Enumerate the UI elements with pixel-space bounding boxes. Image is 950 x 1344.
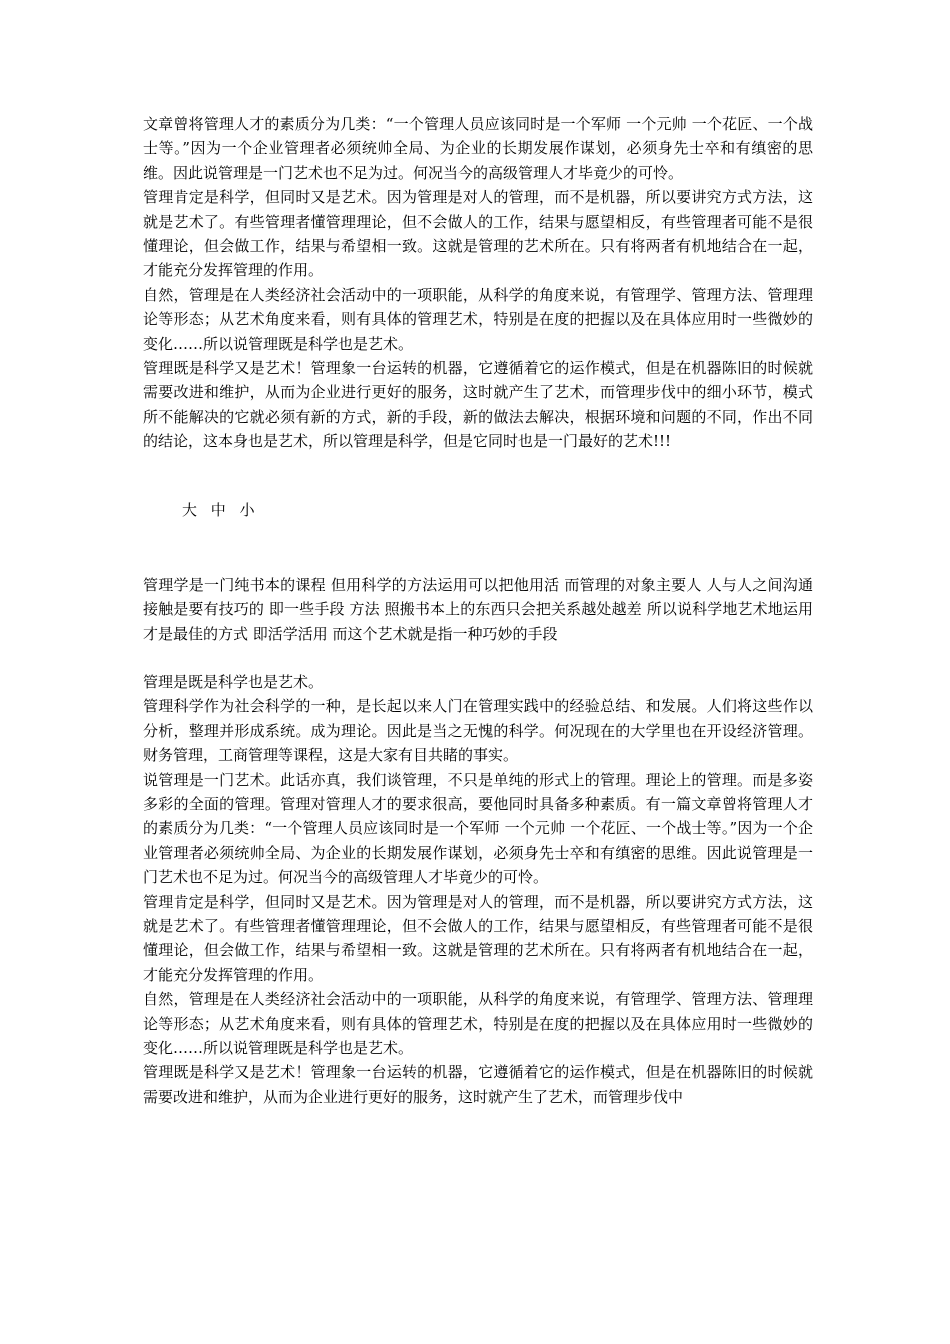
paragraph: 管理学是一门纯书本的课程 但用科学的方法运用可以把他用活 而管理的对象主要人 人与人之间沟通 接触是要有技巧的 即一些手段 方法 照搬书本上的东西只会把关系越处越差 所以说科学地艺术地运用才是最佳的方式 即活学活用 而这个艺术就是指一种巧妙的手段 [143,575,813,643]
paragraph: 自然，管理是在人类经济社会活动中的一项职能，从科学的角度来说，有管理学、管理方法、管理理论等形态；从艺术角度来看，则有具体的管理艺术，特别是在度的把握以及在具体应用时一些微妙的变化……所以说管理既是科学也是艺术。 [143,990,813,1057]
font-size-medium-link[interactable]: 中 [210,500,226,519]
paragraph: 自然，管理是在人类经济社会活动中的一项职能，从科学的角度来说，有管理学、管理方法、管理理论等形态；从艺术角度来看，则有具体的管理艺术，特别是在度的把握以及在具体应用时一些微妙的变化……所以说管理既是科学也是艺术。 [143,285,813,353]
paragraph: 管理肯定是科学，但同时又是艺术。因为管理是对人的管理，而不是机器，所以要讲究方式方法，这就是艺术了。有些管理者懂管理理论，但不会做人的工作，结果与愿望相反，有些管理者可能不是很懂理论，但会做工作，结果与希望相一致。这就是管理的艺术所在。只有将两者有机地结合在一起，才能充分发挥管理的作用。 [143,188,813,280]
section-3 [143,670,813,1109]
spacer [143,454,813,498]
spacer [143,646,813,670]
paragraph: 管理是既是科学也是艺术。 [143,672,324,691]
font-size-small-link[interactable]: 小 [239,500,255,519]
paragraph: 管理肯定是科学，但同时又是艺术。因为管理是对人的管理，而不是机器，所以要讲究方式方法，这就是艺术了。有些管理者懂管理理论，但不会做人的工作，结果与愿望相反，有些管理者可能不是很懂理论，但会做工作，结果与希望相一致。这就是管理的艺术所在。只有将两者有机地结合在一起，才能充分发挥管理的作用。 [143,892,813,984]
font-size-large-link[interactable]: 大 [182,500,198,519]
spacer [143,522,813,573]
paragraph: 说管理是一门艺术。此话亦真，我们谈管理，不只是单纯的形式上的管理。理论上的管理。而是多姿多彩的全面的管理。管理对管理人才的要求很高，要他同时具备多种素质。有一篇文章曾将管理人才的素质分为几类：“一个管理人员应该同时是一个军师 一个元帅 一个花匠、一个战士等。”因为一个企业管理者必须统帅全局、为企业的长期发展作谋划，必须身先士卒和有缜密的思维。因此说管理是一门艺术也不足为过。何况当今的高级管理人才毕竟少的可怜。 [143,770,813,887]
font-size-switcher [182,498,813,522]
section-1 [143,112,813,454]
paragraph: 管理科学作为社会科学的一种，是长起以来人门在管理实践中的经验总结、和发展。人们将这些作以分析，整理并形成系统。成为理论。因此是当之无愧的科学。何况现在的大学里也在开设经济管理。财务管理，工商管理等课程，这是大家有目共睹的事实。 [143,697,813,765]
paragraph: 管理既是科学又是艺术！管理象一台运转的机器，它遵循着它的运作模式，但是在机器陈旧的时候就需要改进和维护，从而为企业进行更好的服务，这时就产生了艺术，而管理步伐中 [143,1063,813,1106]
paragraph: 管理既是科学又是艺术！管理象一台运转的机器，它遵循着它的运作模式，但是在机器陈旧的时候就需要改进和维护，从而为企业进行更好的服务，这时就产生了艺术，而管理步伐中的细小环节，模式所不能解决的它就必须有新的方式，新的手段，新的做法去解决，根据环境和问题的不同，作出不同的结论，这本身也是艺术，所以管理是科学，但是它同时也是一门最好的艺术!!! [143,359,813,451]
section-2 [143,573,813,646]
document-page [143,112,813,1109]
paragraph: 文章曾将管理人才的素质分为几类：“一个管理人员应该同时是一个军师 一个元帅 一个花匠、一个战士等。”因为一个企业管理者必须统帅全局、为企业的长期发展作谋划，必须身先士卒和有缜密的思维。因此说管理是一门艺术也不足为过。何况当今的高级管理人才毕竟少的可怜。 [143,115,813,182]
